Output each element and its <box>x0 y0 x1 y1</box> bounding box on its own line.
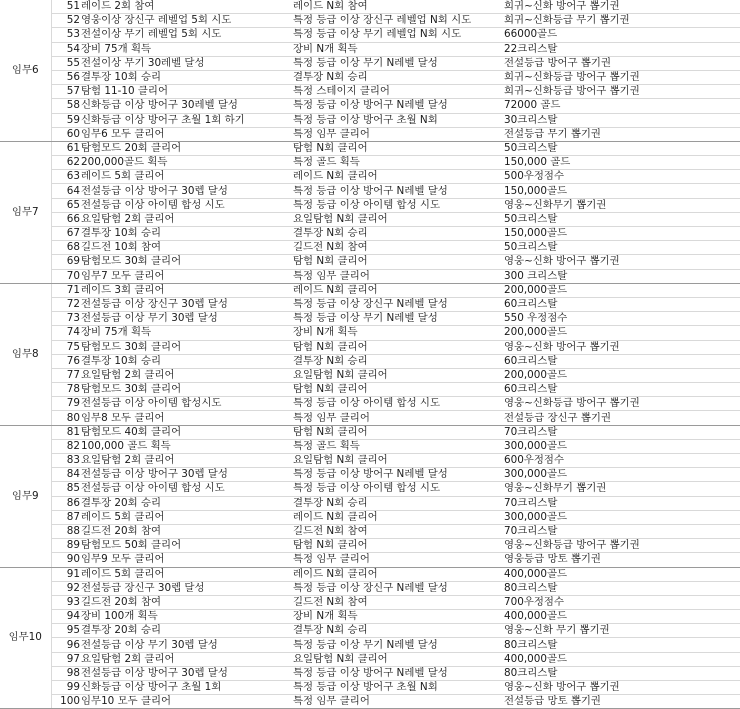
task-description: 탐험모드 30회 클리어 <box>81 340 290 354</box>
task-description: 신화등급 이상 방어구 초월 1회 <box>81 681 290 695</box>
table-row <box>0 368 740 382</box>
task-type: 특정 등급 이상 무기 N레벨 달성 <box>290 638 502 652</box>
table-row <box>0 340 740 354</box>
table-row <box>0 283 740 297</box>
table-row <box>0 454 740 468</box>
task-description: 전설등급 이상 방어구 30렙 달성 <box>81 468 290 482</box>
task-reward: 400,000골드 <box>502 652 740 666</box>
table-row <box>0 326 740 340</box>
task-description: 장비 75개 획득 <box>81 326 290 340</box>
task-reward: 60크리스탈 <box>502 297 740 311</box>
task-reward: 300 크리스탈 <box>502 269 740 283</box>
task-number: 81 <box>51 425 81 439</box>
task-description: 결투장 20회 승리 <box>81 496 290 510</box>
task-reward: 영웅등급 망토 뽑기권 <box>502 553 740 567</box>
task-description: 전설등급 이상 아이템 합성 시도 <box>81 198 290 212</box>
task-number: 64 <box>51 184 81 198</box>
task-description: 영웅이상 장신구 레벨업 5회 시도 <box>81 14 290 28</box>
task-number: 86 <box>51 496 81 510</box>
task-type: 탐험 N회 클리어 <box>290 255 502 269</box>
table-row <box>0 70 740 84</box>
table-row <box>0 241 740 255</box>
task-number: 89 <box>51 539 81 553</box>
task-number: 99 <box>51 681 81 695</box>
task-description: 신화등급 이상 방어구 초월 1회 하기 <box>81 113 290 127</box>
table-row <box>0 425 740 439</box>
task-reward: 30크리스탈 <box>502 113 740 127</box>
table-row <box>0 496 740 510</box>
task-type: 특정 등급 이상 방어구 N레벨 달성 <box>290 666 502 680</box>
mission-group-label: 임무10 <box>0 567 51 709</box>
task-reward: 희귀~신화등급 방어구 뽑기권 <box>502 70 740 84</box>
task-number: 62 <box>51 156 81 170</box>
task-reward: 66000골드 <box>502 28 740 42</box>
task-description: 전설등급 이상 아이템 합성 시도 <box>81 482 290 496</box>
table-row <box>0 539 740 553</box>
task-type: 특정 등급 이상 방어구 N레벨 달성 <box>290 184 502 198</box>
task-description: 탐험모드 30회 클리어 <box>81 255 290 269</box>
task-description: 레이드 2회 참여 <box>81 0 290 14</box>
task-reward: 희귀~신화등급 무기 뽑기권 <box>502 14 740 28</box>
task-description: 신화등급 이상 방어구 30레벨 달성 <box>81 99 290 113</box>
task-type: 레이드 N회 참여 <box>290 0 502 14</box>
task-type: 특정 등급 이상 장신구 레벨업 N회 시도 <box>290 14 502 28</box>
task-reward: 70크리스탈 <box>502 425 740 439</box>
task-number: 70 <box>51 269 81 283</box>
task-reward: 전설등급 망토 뽑기권 <box>502 695 740 709</box>
table-row <box>0 255 740 269</box>
task-type: 길드전 N회 참여 <box>290 595 502 609</box>
task-type: 특정 골드 획득 <box>290 439 502 453</box>
task-description: 탐험모드 20회 클리어 <box>81 141 290 155</box>
task-description: 탐험 11-10 클리어 <box>81 85 290 99</box>
task-description: 탐험모드 50회 클리어 <box>81 539 290 553</box>
table-row <box>0 681 740 695</box>
task-description: 레이드 5회 클리어 <box>81 567 290 581</box>
task-reward: 영웅~신화무기 뽑기권 <box>502 482 740 496</box>
task-description: 전설등급 이상 아이템 합성시도 <box>81 397 290 411</box>
task-number: 56 <box>51 70 81 84</box>
table-row <box>0 638 740 652</box>
task-reward: 200,000골드 <box>502 368 740 382</box>
task-number: 51 <box>51 0 81 14</box>
task-description: 길드전 20회 참여 <box>81 524 290 538</box>
table-row <box>0 28 740 42</box>
task-type: 특정 골드 획득 <box>290 156 502 170</box>
task-number: 58 <box>51 99 81 113</box>
task-reward: 60크리스탈 <box>502 354 740 368</box>
task-type: 특정 임무 클리어 <box>290 695 502 709</box>
task-number: 94 <box>51 610 81 624</box>
task-type: 요일탐험 N회 클리어 <box>290 454 502 468</box>
task-reward: 전설등급 방어구 뽑기권 <box>502 56 740 70</box>
task-type: 결투장 N회 승리 <box>290 624 502 638</box>
task-reward: 500우정점수 <box>502 170 740 184</box>
task-type: 레이드 N회 클리어 <box>290 283 502 297</box>
task-number: 61 <box>51 141 81 155</box>
task-number: 53 <box>51 28 81 42</box>
task-number: 66 <box>51 212 81 226</box>
task-type: 장비 N개 획득 <box>290 42 502 56</box>
task-type: 요일탐험 N회 클리어 <box>290 368 502 382</box>
task-type: 특정 등급 이상 아이템 합성 시도 <box>290 482 502 496</box>
task-number: 98 <box>51 666 81 680</box>
task-reward: 50크리스탈 <box>502 212 740 226</box>
table-row <box>0 170 740 184</box>
task-reward: 60크리스탈 <box>502 383 740 397</box>
task-type: 특정 등급 이상 장신구 N레벨 달성 <box>290 581 502 595</box>
task-number: 57 <box>51 85 81 99</box>
table-row <box>0 269 740 283</box>
task-type: 특정 등급 이상 방어구 N레벨 달성 <box>290 468 502 482</box>
task-number: 87 <box>51 510 81 524</box>
task-reward: 80크리스탈 <box>502 638 740 652</box>
task-number: 88 <box>51 524 81 538</box>
task-description: 전설등급 이상 방어구 30렙 달성 <box>81 666 290 680</box>
task-reward: 400,000골드 <box>502 610 740 624</box>
mission-group-label: 임무8 <box>0 283 51 425</box>
task-type: 결투장 N회 승리 <box>290 496 502 510</box>
table-row <box>0 652 740 666</box>
task-description: 전설등급 이상 방어구 30렙 달성 <box>81 184 290 198</box>
task-number: 83 <box>51 454 81 468</box>
task-number: 82 <box>51 439 81 453</box>
task-number: 95 <box>51 624 81 638</box>
task-description: 전설등급 이상 장신구 30렙 달성 <box>81 297 290 311</box>
task-description: 200,000골드 획득 <box>81 156 290 170</box>
task-number: 93 <box>51 595 81 609</box>
task-number: 96 <box>51 638 81 652</box>
task-type: 탐험 N회 클리어 <box>290 539 502 553</box>
table-row <box>0 198 740 212</box>
task-reward: 200,000골드 <box>502 283 740 297</box>
task-description: 임무7 모두 클리어 <box>81 269 290 283</box>
task-number: 73 <box>51 312 81 326</box>
task-reward: 전설등급 장신구 뽑기권 <box>502 411 740 425</box>
task-number: 54 <box>51 42 81 56</box>
task-number: 91 <box>51 567 81 581</box>
task-type: 요일탐험 N회 클리어 <box>290 212 502 226</box>
task-number: 78 <box>51 383 81 397</box>
task-description: 임무8 모두 클리어 <box>81 411 290 425</box>
table-row <box>0 14 740 28</box>
task-description: 전설등급 이상 무기 30렙 달성 <box>81 638 290 652</box>
task-reward: 희귀~신화등급 방어구 뽑기권 <box>502 85 740 99</box>
task-type: 결투장 N회 승리 <box>290 227 502 241</box>
table-row <box>0 141 740 155</box>
task-description: 요일탐험 2회 클리어 <box>81 212 290 226</box>
task-reward: 700우정점수 <box>502 595 740 609</box>
table-row <box>0 524 740 538</box>
table-row <box>0 227 740 241</box>
table-row <box>0 184 740 198</box>
task-description: 임무10 모두 클리어 <box>81 695 290 709</box>
task-description: 결투장 10회 승리 <box>81 354 290 368</box>
task-type: 특정 등급 이상 무기 레벨업 N회 시도 <box>290 28 502 42</box>
table-row <box>0 0 740 14</box>
task-reward: 70크리스탈 <box>502 496 740 510</box>
table-row <box>0 127 740 141</box>
mission-group-label: 임무6 <box>0 0 51 141</box>
task-number: 71 <box>51 283 81 297</box>
task-reward: 150,000 골드 <box>502 156 740 170</box>
table-row <box>0 439 740 453</box>
task-number: 65 <box>51 198 81 212</box>
task-number: 52 <box>51 14 81 28</box>
task-type: 요일탐험 N회 클리어 <box>290 652 502 666</box>
task-description: 요일탐험 2회 클리어 <box>81 454 290 468</box>
task-number: 69 <box>51 255 81 269</box>
task-reward: 영웅~신화무기 뽑기권 <box>502 198 740 212</box>
table-row <box>0 156 740 170</box>
task-number: 59 <box>51 113 81 127</box>
task-description: 결투장 20회 승리 <box>81 624 290 638</box>
task-reward: 200,000골드 <box>502 326 740 340</box>
task-description: 요일탐험 2회 클리어 <box>81 368 290 382</box>
table-row <box>0 397 740 411</box>
task-reward: 400,000골드 <box>502 567 740 581</box>
table-row <box>0 312 740 326</box>
task-number: 100 <box>51 695 81 709</box>
table-row <box>0 42 740 56</box>
task-reward: 희귀~신화 방어구 뽑기권 <box>502 0 740 14</box>
table-row <box>0 411 740 425</box>
task-description: 전설이상 무기 레벨업 5회 시도 <box>81 28 290 42</box>
task-description: 전설등급 이상 무기 30렙 달성 <box>81 312 290 326</box>
task-type: 길드전 N회 참여 <box>290 241 502 255</box>
task-description: 임무6 모두 클리어 <box>81 127 290 141</box>
task-number: 80 <box>51 411 81 425</box>
task-type: 탐험 N회 클리어 <box>290 340 502 354</box>
task-reward: 영웅~신화 방어구 뽑기권 <box>502 255 740 269</box>
task-type: 탐험 N회 클리어 <box>290 141 502 155</box>
task-description: 레이드 5회 클리어 <box>81 170 290 184</box>
task-number: 74 <box>51 326 81 340</box>
table-row <box>0 212 740 226</box>
task-reward: 150,000골드 <box>502 184 740 198</box>
task-reward: 600우정점수 <box>502 454 740 468</box>
task-type: 특정 등급 이상 방어구 초월 N회 <box>290 681 502 695</box>
task-description: 전설등급 장신구 30렙 달성 <box>81 581 290 595</box>
table-row <box>0 99 740 113</box>
task-number: 84 <box>51 468 81 482</box>
task-number: 92 <box>51 581 81 595</box>
task-reward: 영웅~신화 무기 뽑기권 <box>502 624 740 638</box>
task-type: 특정 임무 클리어 <box>290 553 502 567</box>
task-number: 85 <box>51 482 81 496</box>
task-reward: 50크리스탈 <box>502 141 740 155</box>
task-type: 특정 등급 이상 무기 N레벨 달성 <box>290 56 502 70</box>
table-row <box>0 695 740 709</box>
task-type: 특정 임무 클리어 <box>290 269 502 283</box>
table-row <box>0 567 740 581</box>
task-number: 72 <box>51 297 81 311</box>
task-type: 길드전 N회 참여 <box>290 524 502 538</box>
task-type: 특정 등급 이상 방어구 N레벨 달성 <box>290 99 502 113</box>
task-type: 특정 스테이지 클리어 <box>290 85 502 99</box>
task-description: 탐험모드 30회 클리어 <box>81 383 290 397</box>
task-reward: 영웅~신화등급 방어구 뽑기권 <box>502 539 740 553</box>
table-row <box>0 383 740 397</box>
task-number: 79 <box>51 397 81 411</box>
task-description: 탐험모드 40회 클리어 <box>81 425 290 439</box>
task-type: 특정 등급 이상 무기 N레벨 달성 <box>290 312 502 326</box>
task-type: 특정 임무 클리어 <box>290 127 502 141</box>
table-row <box>0 354 740 368</box>
task-reward: 300,000골드 <box>502 510 740 524</box>
task-description: 전설이상 무기 30레벨 달성 <box>81 56 290 70</box>
task-number: 55 <box>51 56 81 70</box>
task-reward: 영웅~신화 방어구 뽑기권 <box>502 681 740 695</box>
task-type: 특정 등급 이상 아이템 합성 시도 <box>290 198 502 212</box>
table-row <box>0 624 740 638</box>
task-reward: 50크리스탈 <box>502 241 740 255</box>
table-row <box>0 85 740 99</box>
task-type: 레이드 N회 클리어 <box>290 510 502 524</box>
task-number: 77 <box>51 368 81 382</box>
task-reward: 영웅~신화 방어구 뽑기권 <box>502 340 740 354</box>
table-row <box>0 113 740 127</box>
task-description: 길드전 20회 참여 <box>81 595 290 609</box>
task-reward: 전설등급 무기 뽑기권 <box>502 127 740 141</box>
task-number: 97 <box>51 652 81 666</box>
mission-group-label: 임무7 <box>0 141 51 283</box>
task-type: 특정 등급 이상 장신구 N레벨 달성 <box>290 297 502 311</box>
table-row <box>0 56 740 70</box>
task-description: 길드전 10회 참여 <box>81 241 290 255</box>
task-type: 레이드 N회 클리어 <box>290 567 502 581</box>
task-type: 특정 임무 클리어 <box>290 411 502 425</box>
task-number: 75 <box>51 340 81 354</box>
task-type: 레이드 N회 클리어 <box>290 170 502 184</box>
task-description: 장비 100개 획득 <box>81 610 290 624</box>
table-row <box>0 468 740 482</box>
task-type: 탐험 N회 클리어 <box>290 383 502 397</box>
task-reward: 300,000골드 <box>502 439 740 453</box>
task-description: 결투장 10회 승리 <box>81 70 290 84</box>
task-reward: 150,000골드 <box>502 227 740 241</box>
task-number: 67 <box>51 227 81 241</box>
task-number: 60 <box>51 127 81 141</box>
task-reward: 70크리스탈 <box>502 524 740 538</box>
task-reward: 300,000골드 <box>502 468 740 482</box>
table-row <box>0 610 740 624</box>
task-type: 특정 등급 이상 방어구 초월 N회 <box>290 113 502 127</box>
task-number: 68 <box>51 241 81 255</box>
task-number: 76 <box>51 354 81 368</box>
task-reward: 550 우정점수 <box>502 312 740 326</box>
task-type: 장비 N개 획득 <box>290 610 502 624</box>
table-row <box>0 553 740 567</box>
task-reward: 22크리스탈 <box>502 42 740 56</box>
task-type: 결투장 N회 승리 <box>290 70 502 84</box>
task-number: 63 <box>51 170 81 184</box>
task-description: 결투장 10회 승리 <box>81 227 290 241</box>
task-reward: 72000 골드 <box>502 99 740 113</box>
task-description: 레이드 5회 클리어 <box>81 510 290 524</box>
task-type: 장비 N개 획득 <box>290 326 502 340</box>
task-reward: 80크리스탈 <box>502 666 740 680</box>
task-reward: 80크리스탈 <box>502 581 740 595</box>
task-description: 임무9 모두 클리어 <box>81 553 290 567</box>
mission-group-label: 임무9 <box>0 425 51 567</box>
task-description: 레이드 3회 클리어 <box>81 283 290 297</box>
table-row <box>0 482 740 496</box>
task-type: 특정 등급 이상 아이템 합성 시도 <box>290 397 502 411</box>
table-row <box>0 595 740 609</box>
task-description: 100,000 골드 획득 <box>81 439 290 453</box>
task-description: 요일탐험 2회 클리어 <box>81 652 290 666</box>
table-row <box>0 666 740 680</box>
task-reward: 영웅~신화등급 방어구 뽑기권 <box>502 397 740 411</box>
task-type: 탐험 N회 클리어 <box>290 425 502 439</box>
table-row <box>0 581 740 595</box>
table-row <box>0 297 740 311</box>
task-number: 90 <box>51 553 81 567</box>
table-row <box>0 510 740 524</box>
task-type: 결투장 N회 승리 <box>290 354 502 368</box>
task-description: 장비 75개 획득 <box>81 42 290 56</box>
